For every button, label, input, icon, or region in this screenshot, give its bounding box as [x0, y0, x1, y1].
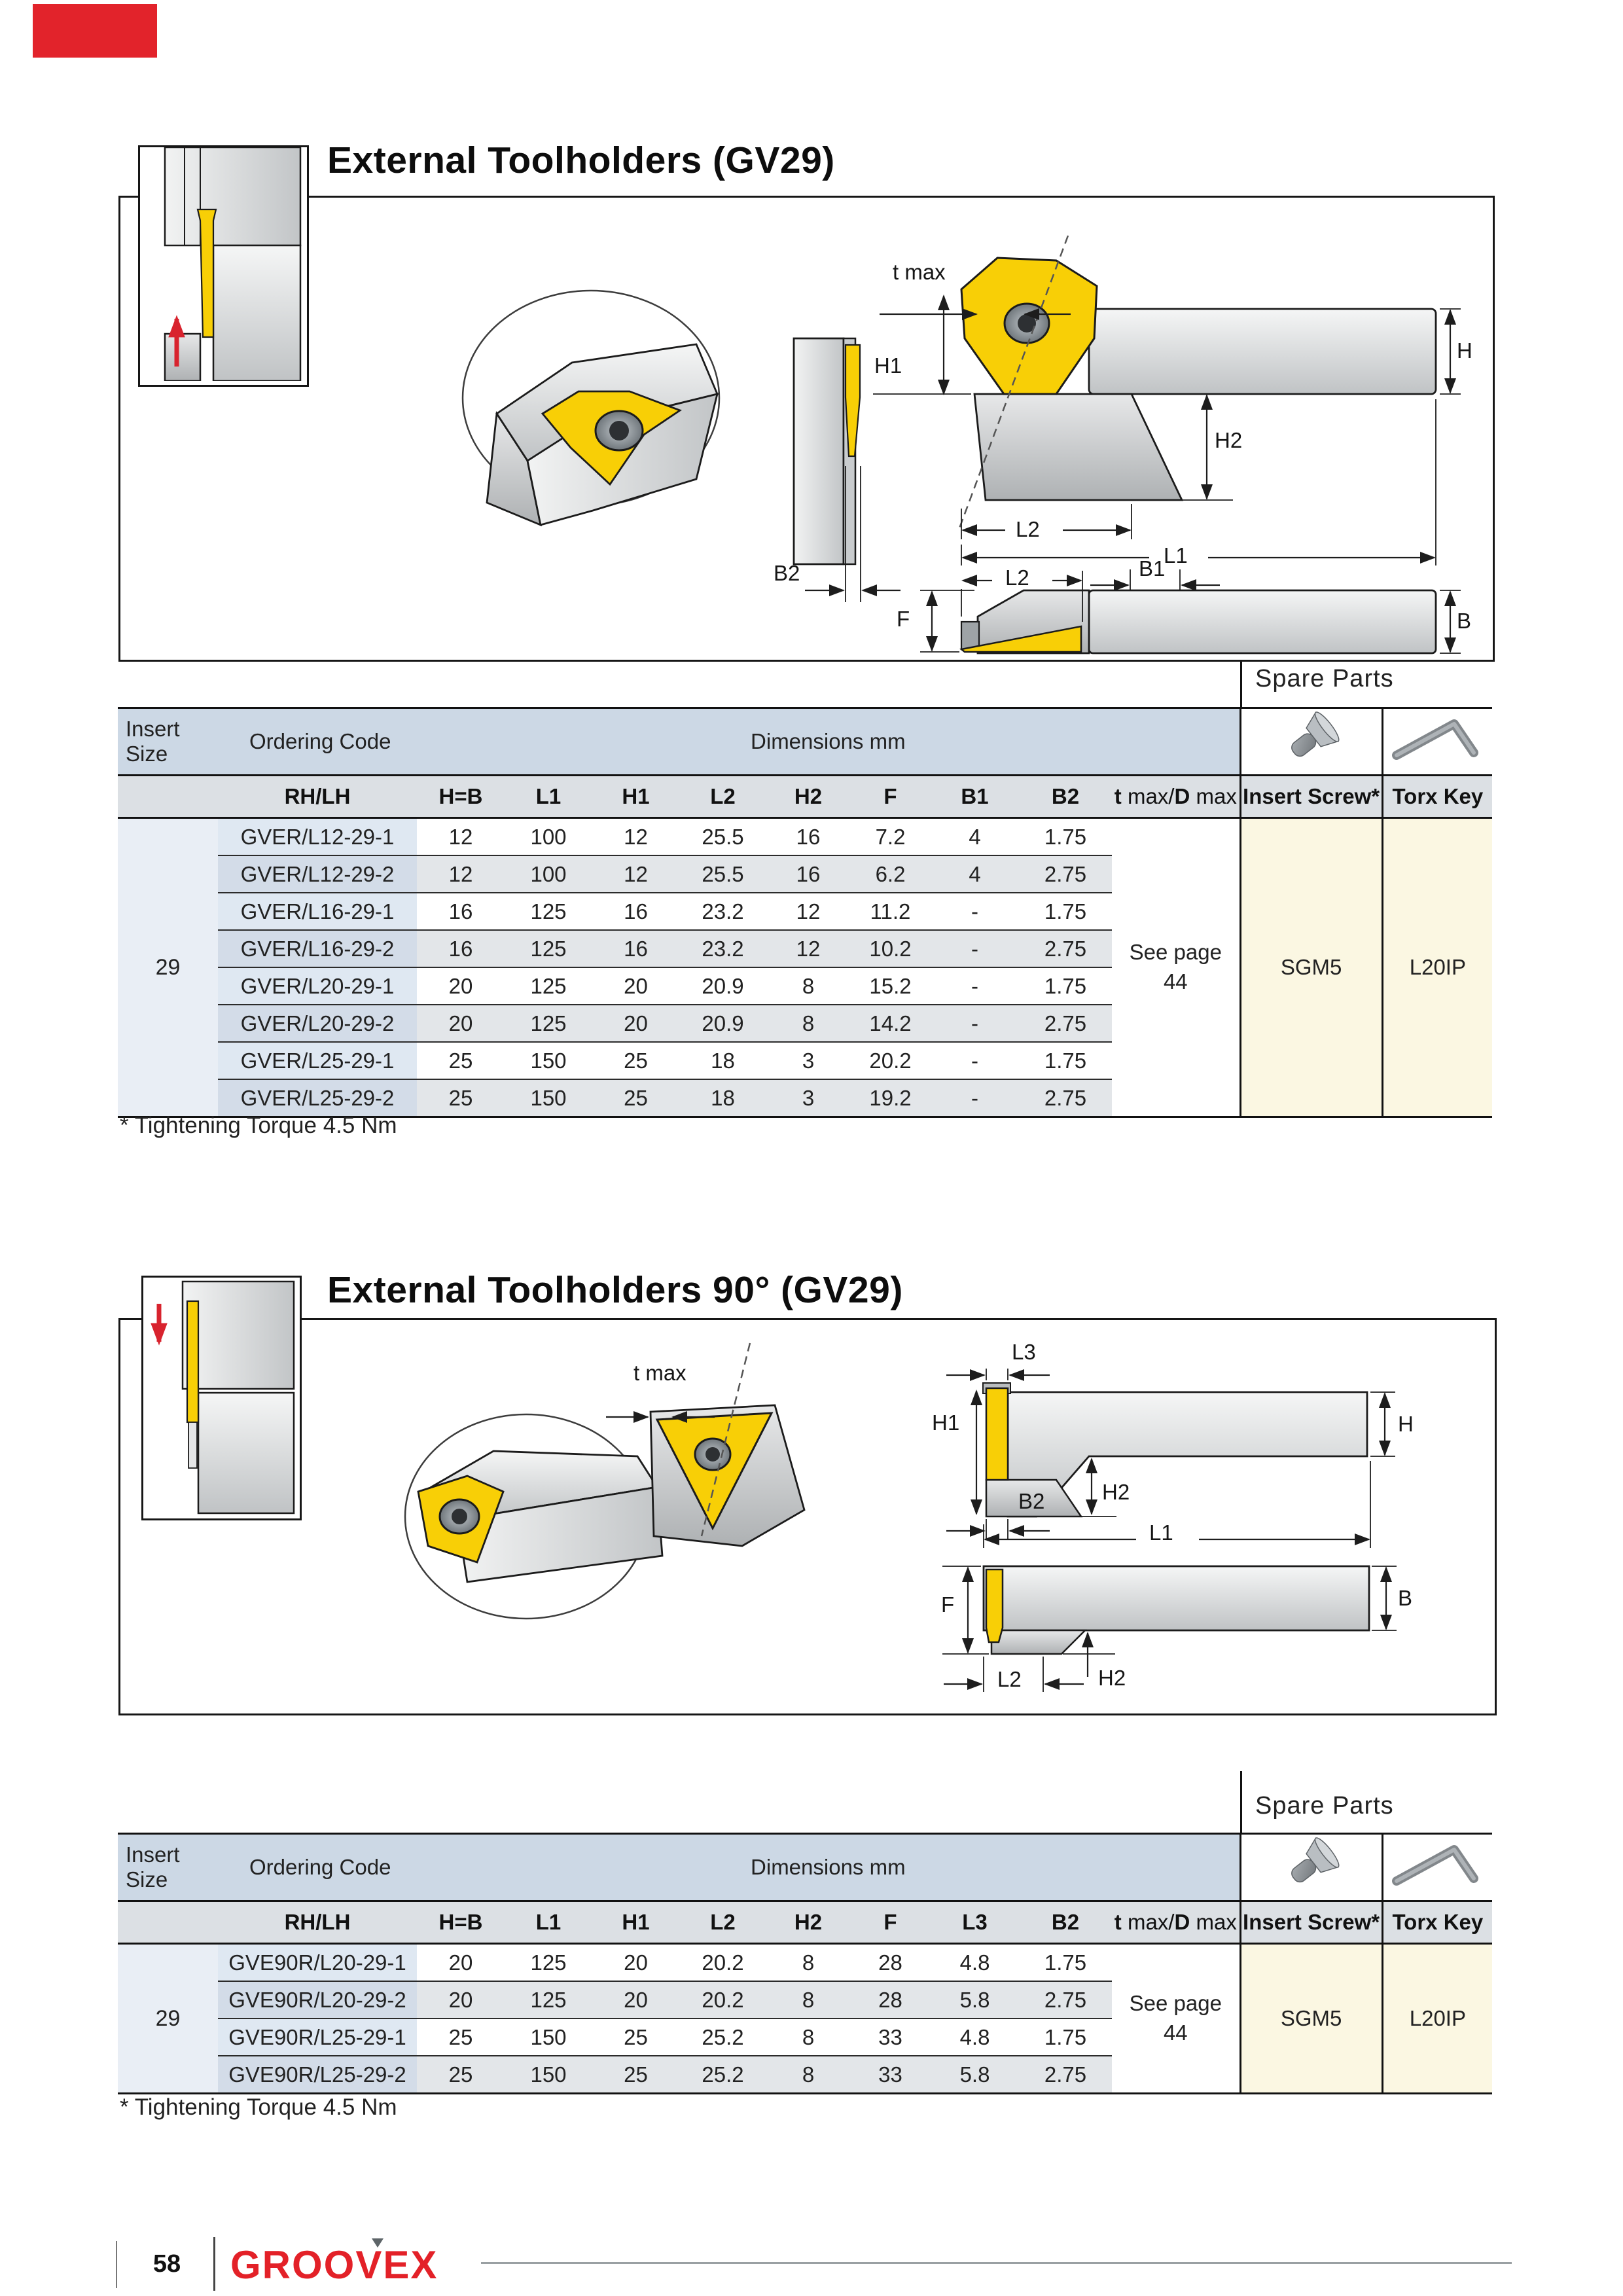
cell: 20	[592, 967, 679, 1005]
cell: 20	[592, 1944, 679, 1982]
section1-technical-drawing	[120, 198, 1493, 656]
cell: 1.75	[1019, 893, 1112, 930]
cell: 2.75	[1019, 855, 1112, 893]
torx-key-col-header: Torx Key	[1382, 776, 1492, 818]
insert-size-cell: 29	[118, 818, 218, 1117]
cell: 1.75	[1019, 1944, 1112, 1982]
cell: -	[931, 1005, 1019, 1042]
cell: F	[850, 1901, 931, 1944]
insert-screw-icon	[1279, 1835, 1344, 1895]
cell: RH/LH	[218, 776, 417, 818]
brand-logo: GROOVEX	[230, 2243, 438, 2287]
cell: 7.2	[850, 818, 931, 856]
torx-key-col-header: Torx Key	[1382, 1901, 1492, 1944]
dim-label-h2-top: H2	[1102, 1480, 1130, 1504]
dim-label-l1: L1	[1149, 1520, 1173, 1545]
footer-divider-left	[116, 2241, 117, 2288]
dim-label-f: F	[941, 1592, 955, 1617]
cell: L2	[679, 1901, 766, 1944]
cell: 125	[505, 893, 592, 930]
cell: 3	[766, 1079, 850, 1117]
spare-parts-label-1: Spare Parts	[1255, 665, 1394, 692]
cell: 25.2	[679, 2018, 766, 2056]
cell: 1.75	[1019, 818, 1112, 856]
dim-label-h2-bottom: H2	[1098, 1666, 1126, 1690]
footer-divider-right	[213, 2237, 215, 2291]
cell: B1	[931, 776, 1019, 818]
see-page-cell: See page 44	[1112, 1944, 1240, 2094]
cell: 18	[679, 1079, 766, 1117]
cell: 25.5	[679, 818, 766, 856]
dim-label-b2: B2	[774, 561, 800, 585]
cell: B2	[1019, 1901, 1112, 1944]
cell: 28	[850, 1981, 931, 2018]
cell: GVE90R/L20-29-2	[218, 1981, 417, 2018]
table-header-row-1	[118, 708, 1492, 776]
cell: 12	[766, 930, 850, 967]
cell: L1	[505, 1901, 592, 1944]
dim-label-tmax: t max	[633, 1361, 687, 1385]
insert-screw-icon	[1279, 709, 1344, 769]
cell: GVER/L25-29-2	[218, 1079, 417, 1117]
cell: 100	[505, 818, 592, 856]
cell: 20.9	[679, 967, 766, 1005]
cell: 16	[766, 855, 850, 893]
cell: 25	[592, 2018, 679, 2056]
cell: 18	[679, 1042, 766, 1079]
dim-label-l2: L2	[997, 1667, 1022, 1691]
cell: GVER/L12-29-1	[218, 818, 417, 856]
cell: GVE90R/L20-29-1	[218, 1944, 417, 1982]
cell: 25	[417, 1042, 505, 1079]
cell	[1240, 1834, 1382, 1901]
table-row	[118, 818, 1492, 856]
dim-label-l1: L1	[1164, 543, 1188, 567]
cell	[1382, 708, 1492, 776]
cell: 125	[505, 1005, 592, 1042]
insert-screw-cell: SGM5	[1240, 818, 1382, 1117]
cell: 3	[766, 1042, 850, 1079]
cell: 4	[931, 855, 1019, 893]
section2-footnote: * Tightening Torque 4.5 Nm	[120, 2094, 397, 2120]
cell: 125	[505, 930, 592, 967]
cell: -	[931, 1079, 1019, 1117]
page-corner-tab	[33, 4, 157, 58]
cell: 8	[766, 2018, 850, 2056]
cell: H=B	[417, 776, 505, 818]
cell: 20.2	[850, 1042, 931, 1079]
cell: 28	[850, 1944, 931, 1982]
section2-diagram-box	[118, 1318, 1497, 1715]
cell: GVER/L16-29-2	[218, 930, 417, 967]
grooving-scene-drawing	[143, 1278, 296, 1515]
footer-rule	[481, 2262, 1512, 2264]
cell: 20	[417, 967, 505, 1005]
cell: 2.75	[1019, 1079, 1112, 1117]
dim-label-b: B	[1398, 1586, 1413, 1610]
cell: 125	[505, 967, 592, 1005]
cell: L1	[505, 776, 592, 818]
insert-screw-cell: SGM5	[1240, 1944, 1382, 2094]
cell: 19.2	[850, 1079, 931, 1117]
cell: 12	[592, 855, 679, 893]
cell: RH/LH	[218, 1901, 417, 1944]
dim-label-l2-top: L2	[1016, 517, 1040, 541]
insert-tool	[187, 1301, 198, 1422]
torx-key-cell: L20IP	[1382, 1944, 1492, 2094]
cell: GVER/L12-29-2	[218, 855, 417, 893]
table-header-row-1	[118, 1834, 1492, 1901]
dim-label-h: H	[1457, 338, 1472, 363]
grooving-scene-drawing	[140, 147, 303, 381]
section2-spec-table	[118, 1833, 1492, 2094]
cell: 8	[766, 2056, 850, 2094]
tmax-dmax-header: t max/D max	[1112, 1901, 1240, 1944]
cell: GVER/L20-29-2	[218, 1005, 417, 1042]
cell: -	[931, 893, 1019, 930]
insert-size-header: Insert Size	[118, 1834, 218, 1901]
cell: H1	[592, 776, 679, 818]
dimensions-header: Dimensions mm	[417, 708, 1240, 776]
cell: F	[850, 776, 931, 818]
cell: 4	[931, 818, 1019, 856]
cell: 1.75	[1019, 2018, 1112, 2056]
section1-spec-table	[118, 707, 1492, 1118]
cell: 12	[592, 818, 679, 856]
cell: -	[931, 1042, 1019, 1079]
cell: 8	[766, 1981, 850, 2018]
section1-diagram-box	[118, 196, 1495, 662]
dim-label-h: H	[1398, 1412, 1414, 1436]
cell: 20.2	[679, 1981, 766, 2018]
cell: 100	[505, 855, 592, 893]
cell: 16	[766, 818, 850, 856]
cell: H2	[766, 1901, 850, 1944]
cell: 125	[505, 1944, 592, 1982]
cell: 2.75	[1019, 1981, 1112, 2018]
cell: GVER/L25-29-1	[218, 1042, 417, 1079]
cell: 20	[417, 1981, 505, 2018]
cell: 23.2	[679, 893, 766, 930]
cell: 2.75	[1019, 1005, 1112, 1042]
cell: 16	[417, 930, 505, 967]
cell	[1382, 1834, 1492, 1901]
cell: 23.2	[679, 930, 766, 967]
insert-screw-col-header: Insert Screw*	[1240, 1901, 1382, 1944]
cell: GVE90R/L25-29-2	[218, 2056, 417, 2094]
see-page-cell: See page 44	[1112, 818, 1240, 1117]
cell: H2	[766, 776, 850, 818]
insert-tool	[198, 209, 216, 337]
cell: 12	[766, 893, 850, 930]
cell: 16	[417, 893, 505, 930]
cell: 25	[592, 1042, 679, 1079]
cell	[118, 776, 218, 818]
section2-title: External Toolholders 90° (GV29)	[327, 1269, 903, 1311]
spare-parts-label-2: Spare Parts	[1255, 1792, 1394, 1820]
section1-title: External Toolholders (GV29)	[327, 139, 835, 181]
cell: H1	[592, 1901, 679, 1944]
dim-label-l2-bottom: L2	[1005, 565, 1029, 590]
cell: 150	[505, 2056, 592, 2094]
dim-label-h1: H1	[874, 353, 902, 378]
profile-view-drawing	[873, 236, 1461, 590]
cell: 16	[592, 893, 679, 930]
cell: 4.8	[931, 2018, 1019, 2056]
cell	[118, 1901, 218, 1944]
ordering-code-header: Ordering Code	[218, 1834, 417, 1901]
cell: 16	[592, 930, 679, 967]
cell: 8	[766, 967, 850, 1005]
cell: 20.2	[679, 1944, 766, 1982]
dim-label-b: B	[1457, 609, 1472, 633]
dim-label-tmax: t max	[893, 260, 946, 284]
cell: 25	[417, 1079, 505, 1117]
torx-key-cell: L20IP	[1382, 818, 1492, 1117]
dim-label-f: F	[897, 607, 910, 631]
cell: 12	[417, 855, 505, 893]
cell: 25	[417, 2018, 505, 2056]
cell: 5.8	[931, 1981, 1019, 2018]
section1-footnote: * Tightening Torque 4.5 Nm	[120, 1113, 397, 1138]
section2-hand-inset	[141, 1276, 302, 1520]
cell	[1240, 708, 1382, 776]
cell: B2	[1019, 776, 1112, 818]
cell: 150	[505, 1042, 592, 1079]
cell: 12	[417, 818, 505, 856]
spare-parts-divider-2	[1240, 1771, 1242, 1833]
cell: 150	[505, 2018, 592, 2056]
tmax-dmax-header: t max/D max	[1112, 776, 1240, 818]
cell: 25.5	[679, 855, 766, 893]
plan-view-drawing	[920, 571, 1461, 653]
dim-label-l3: L3	[1012, 1340, 1036, 1364]
insert-size-cell: 29	[118, 1944, 218, 2094]
cell: 14.2	[850, 1005, 931, 1042]
cell: GVE90R/L25-29-1	[218, 2018, 417, 2056]
table-row	[118, 1944, 1492, 1982]
insert-size-header: Insert Size	[118, 708, 218, 776]
torx-key-icon	[1389, 1839, 1487, 1890]
cell: GVER/L16-29-1	[218, 893, 417, 930]
cell: -	[931, 930, 1019, 967]
cell: 4.8	[931, 1944, 1019, 1982]
cell: 20	[592, 1005, 679, 1042]
dimensions-header: Dimensions mm	[417, 1834, 1240, 1901]
cell: 11.2	[850, 893, 931, 930]
cell: 20.9	[679, 1005, 766, 1042]
cell: 20	[417, 1944, 505, 1982]
cell: 25	[592, 1079, 679, 1117]
cell: L3	[931, 1901, 1019, 1944]
cell: 25	[592, 2056, 679, 2094]
cell: 8	[766, 1944, 850, 1982]
cell: 33	[850, 2056, 931, 2094]
cell: 1.75	[1019, 967, 1112, 1005]
toolholder-3d-vignette	[405, 1414, 662, 1619]
section1-hand-inset	[138, 145, 309, 387]
dim-label-h2: H2	[1215, 428, 1243, 452]
brand-logo-triangle-icon	[372, 2238, 383, 2248]
cell: 33	[850, 2018, 931, 2056]
cell: 25	[417, 2056, 505, 2094]
cell: 10.2	[850, 930, 931, 967]
cell: 2.75	[1019, 930, 1112, 967]
cell: 5.8	[931, 2056, 1019, 2094]
cell: 125	[505, 1981, 592, 2018]
dim-label-b1: B1	[1139, 556, 1166, 581]
cell: L2	[679, 776, 766, 818]
cell: H=B	[417, 1901, 505, 1944]
insert-screw-col-header: Insert Screw*	[1240, 776, 1382, 818]
cell: 8	[766, 1005, 850, 1042]
page-number: 58	[152, 2250, 181, 2278]
dim-label-h1: H1	[932, 1410, 960, 1435]
cell: 2.75	[1019, 2056, 1112, 2094]
cell: 20	[592, 1981, 679, 2018]
toolholder-3d-vignette	[463, 291, 719, 525]
cell: GVER/L20-29-1	[218, 967, 417, 1005]
cell: 15.2	[850, 967, 931, 1005]
cell: 150	[505, 1079, 592, 1117]
table-header-row-2	[118, 776, 1492, 818]
cell: -	[931, 967, 1019, 1005]
cell: 1.75	[1019, 1042, 1112, 1079]
cell: 25.2	[679, 2056, 766, 2094]
cell: 6.2	[850, 855, 931, 893]
dim-label-b2: B2	[1018, 1489, 1045, 1513]
torx-key-icon	[1389, 713, 1487, 764]
section2-technical-drawing	[120, 1320, 1495, 1710]
ordering-code-header: Ordering Code	[218, 708, 417, 776]
cell: 20	[417, 1005, 505, 1042]
table-header-row-2	[118, 1901, 1492, 1944]
